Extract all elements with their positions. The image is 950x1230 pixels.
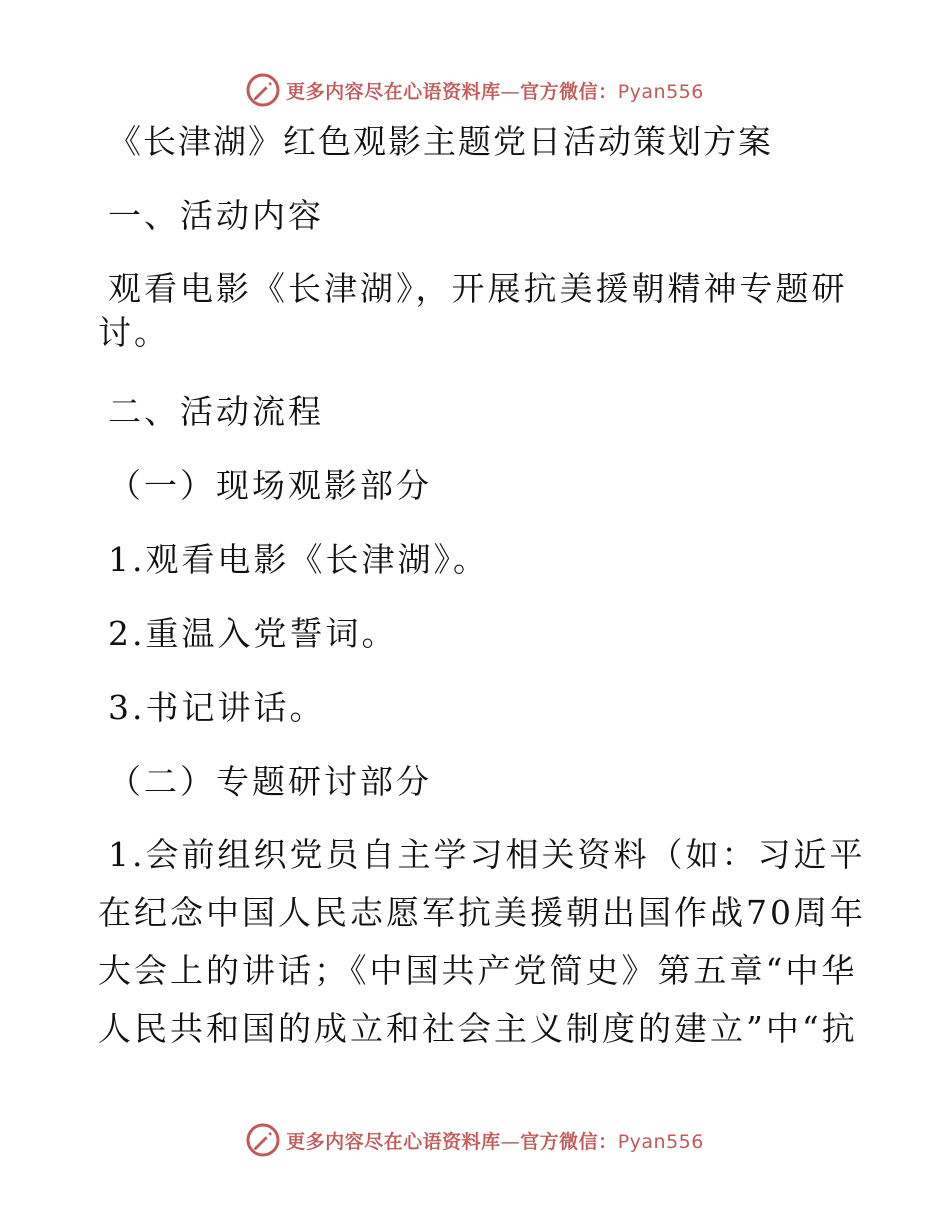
watermark-wechat-id: Pyan556 [617, 80, 704, 103]
quill-seal-icon [246, 1123, 280, 1157]
watermark-text: 更多内容尽在心语资料库—官方微信：Pyan556 [286, 80, 704, 103]
section-paragraph-activity-content: 观看电影《长津湖》，开展抗美援朝精神专题研 讨。 [98, 269, 848, 352]
seminar-paragraph: 1.会前组织党员自主学习相关资料（如：习近平 在纪念中国人民志愿军抗美援朝出国作战70周年 大会上的讲话；《中国共产党简史》第五章“中华 人民共和国的成立和社会主义制度的建立”中“抗 [98, 835, 866, 1048]
document-body [98, 122, 866, 1058]
watermark-wechat-id: Pyan556 [617, 1130, 704, 1153]
list-item: 1.观看电影《长津湖》。 [108, 540, 489, 579]
document-title: 《长津湖》红色观影主题党日活动策划方案 [108, 122, 773, 161]
subsection-heading-screening: （一）现场观影部分 [108, 466, 432, 505]
quill-seal-icon [246, 73, 280, 107]
list-item: 2.重温入党誓词。 [108, 614, 398, 653]
watermark-text: 更多内容尽在心语资料库—官方微信：Pyan556 [286, 1130, 704, 1153]
subsection-heading-seminar: （二）专题研讨部分 [108, 762, 432, 801]
section-heading-activity-process: 二、活动流程 [108, 392, 324, 431]
watermark-banner-bottom [0, 1120, 950, 1160]
list-item: 3.书记讲话。 [108, 688, 326, 727]
section-heading-activity-content: 一、活动内容 [108, 196, 324, 235]
watermark-banner-top [0, 70, 950, 110]
